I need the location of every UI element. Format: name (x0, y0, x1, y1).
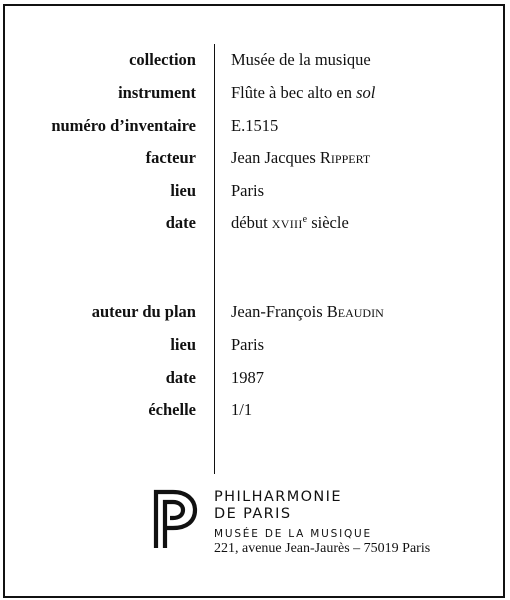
info-row-date (0, 213, 506, 237)
plan-row-author (0, 302, 506, 326)
plan-label: échelle (148, 400, 196, 419)
info-label: lieu (170, 181, 196, 200)
info-value: E.1515 (231, 116, 279, 135)
address: 221, avenue Jean-Jaurès – 75019 Paris (214, 541, 431, 556)
info-value-post: siècle (307, 213, 349, 232)
plan-label: date (165, 368, 196, 387)
info-value: Paris (231, 181, 264, 200)
plan-label: auteur du plan (91, 302, 196, 321)
plan-value: 1/1 (231, 400, 253, 419)
plan-row-place (0, 335, 506, 359)
plan-label: lieu (170, 335, 196, 354)
organization-name (214, 489, 372, 541)
plan-row-scale (0, 400, 506, 424)
info-row-collection (0, 50, 506, 74)
info-value-pre: début (231, 213, 272, 232)
info-value: Musée de la musique (231, 50, 371, 69)
philharmonie-logo-icon (151, 488, 199, 550)
plan-value-surname: Beaudin (326, 302, 384, 321)
info-value-century: xviii (271, 213, 303, 232)
plan-value: 1987 (231, 368, 264, 387)
info-label: instrument (118, 83, 196, 102)
plan-value-main: Jean-François (231, 302, 327, 321)
info-label: date (165, 213, 196, 232)
info-label: numéro d’inventaire (51, 116, 196, 135)
info-value-surname: Rippert (319, 148, 371, 167)
info-label: collection (129, 50, 196, 69)
info-value (231, 213, 349, 233)
info-row-maker (0, 148, 506, 172)
org-line-2: DE PARIS (214, 506, 292, 522)
info-value-italic: sol (356, 83, 376, 102)
org-line-1: PHILHARMONIE (214, 489, 342, 505)
info-value-main: Flûte à bec alto en (231, 83, 357, 102)
info-row-instrument (0, 83, 506, 107)
plan-row-date (0, 368, 506, 392)
plan-value: Paris (231, 335, 264, 354)
info-label: facteur (145, 148, 196, 167)
info-value (231, 148, 370, 168)
info-row-inventory (0, 116, 506, 140)
plan-value (231, 302, 384, 322)
info-value (231, 83, 375, 103)
info-row-place (0, 181, 506, 205)
org-line-3: MUSÉE DE LA MUSIQUE (214, 528, 372, 540)
info-value-main: Jean Jacques (231, 148, 320, 167)
info-value-century-sup: e (302, 214, 308, 225)
